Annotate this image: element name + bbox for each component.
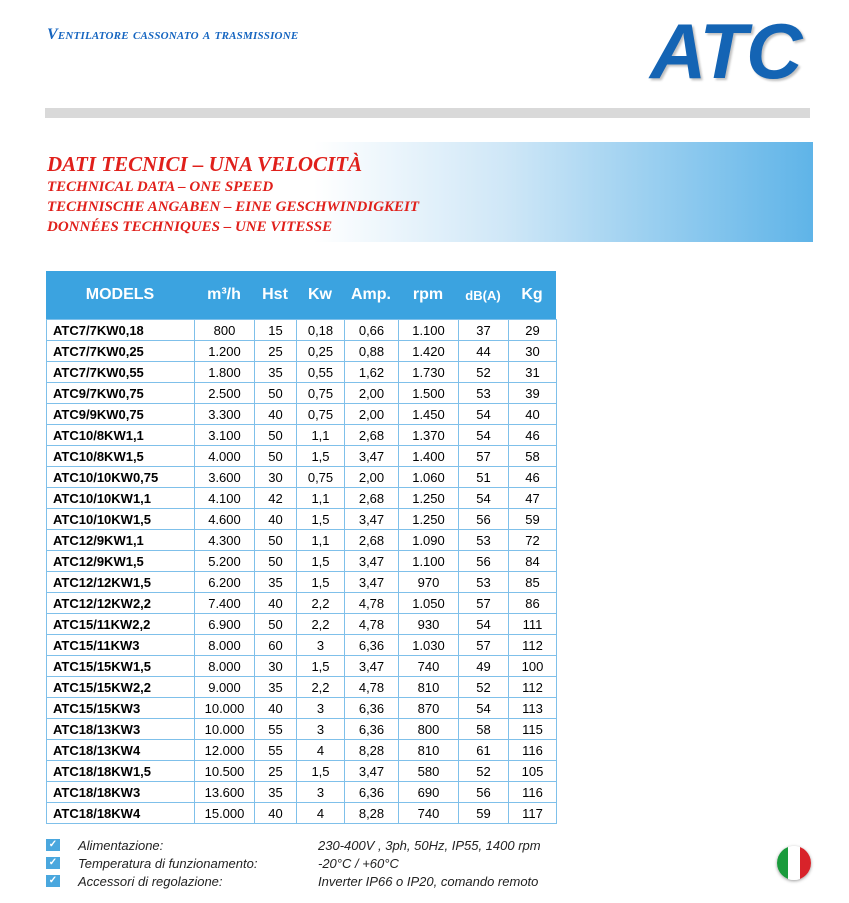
spec-value: -20°C / +60°C: [318, 855, 399, 871]
check-icon: ✓: [46, 839, 60, 851]
model-name-cell: ATC15/15KW1,5: [47, 656, 195, 677]
table-cell: 50: [255, 530, 297, 551]
table-row: [47, 362, 557, 383]
table-cell: 55: [255, 740, 297, 761]
table-cell: 15.000: [195, 803, 255, 824]
table-cell: 100: [509, 656, 557, 677]
table-cell: 0,66: [345, 320, 399, 341]
table-cell: 1.090: [399, 530, 459, 551]
table-cell: 25: [255, 341, 297, 362]
table-cell: 54: [459, 614, 509, 635]
header-models: MODELS: [85, 286, 155, 303]
table-cell: 52: [459, 677, 509, 698]
table-cell: 2,00: [345, 467, 399, 488]
table-cell: 1.250: [399, 488, 459, 509]
table-cell: 3.100: [195, 425, 255, 446]
table-cell: 35: [255, 782, 297, 803]
model-name-cell: ATC7/7KW0,25: [47, 341, 195, 362]
table-cell: 35: [255, 362, 297, 383]
table-row: [47, 740, 557, 761]
table-cell: 46: [509, 425, 557, 446]
table-row: [47, 404, 557, 425]
table-cell: 49: [459, 656, 509, 677]
model-name-cell: ATC12/12KW1,5: [47, 572, 195, 593]
table-cell: 53: [459, 383, 509, 404]
table-cell: 1,5: [297, 656, 345, 677]
table-cell: 2,00: [345, 404, 399, 425]
spec-label: Accessori di regolazione:: [78, 873, 223, 889]
table-cell: 6,36: [345, 698, 399, 719]
spec-value: Inverter IP66 o IP20, comando remoto: [318, 873, 539, 889]
table-cell: 800: [195, 320, 255, 341]
table-cell: 690: [399, 782, 459, 803]
table-cell: 40: [255, 698, 297, 719]
table-cell: 10.000: [195, 719, 255, 740]
table-cell: 40: [255, 509, 297, 530]
table-cell: 0,88: [345, 341, 399, 362]
table-cell: 0,75: [297, 467, 345, 488]
table-cell: 3.600: [195, 467, 255, 488]
header-dba: dB(A): [465, 287, 501, 303]
table-cell: 50: [255, 614, 297, 635]
table-cell: 113: [509, 698, 557, 719]
table-row: [47, 572, 557, 593]
italian-flag-icon: [777, 846, 811, 880]
header-hst: Hst: [262, 286, 288, 303]
table-cell: 2,68: [345, 488, 399, 509]
model-name-cell: ATC10/8KW1,5: [47, 446, 195, 467]
table-cell: 2,2: [297, 614, 345, 635]
flag-stripe-green: [777, 846, 788, 880]
table-cell: 40: [255, 404, 297, 425]
table-row: [47, 761, 557, 782]
table-cell: 3,47: [345, 572, 399, 593]
table-cell: 39: [509, 383, 557, 404]
model-name-cell: ATC15/15KW3: [47, 698, 195, 719]
model-name-cell: ATC12/9KW1,1: [47, 530, 195, 551]
table-cell: 3: [297, 782, 345, 803]
table-row: [47, 551, 557, 572]
table-cell: 4: [297, 740, 345, 761]
table-cell: 1.030: [399, 635, 459, 656]
table-cell: 57: [459, 635, 509, 656]
model-name-cell: ATC15/15KW2,2: [47, 677, 195, 698]
product-subtitle: Ventilatore cassonato a trasmissione: [47, 26, 299, 43]
table-cell: 59: [459, 803, 509, 824]
table-cell: 0,25: [297, 341, 345, 362]
table-cell: 5.200: [195, 551, 255, 572]
table-cell: 85: [509, 572, 557, 593]
table-cell: 4,78: [345, 593, 399, 614]
table-row: [47, 383, 557, 404]
model-name-cell: ATC10/10KW0,75: [47, 467, 195, 488]
header-amp: Amp.: [351, 286, 391, 303]
table-cell: 2,68: [345, 530, 399, 551]
table-cell: 1.800: [195, 362, 255, 383]
table-cell: 117: [509, 803, 557, 824]
table-cell: 1.050: [399, 593, 459, 614]
table-cell: 1,1: [297, 425, 345, 446]
table-row: [47, 656, 557, 677]
table-cell: 10.000: [195, 698, 255, 719]
table-cell: 84: [509, 551, 557, 572]
table-cell: 3,47: [345, 446, 399, 467]
table-cell: 115: [509, 719, 557, 740]
table-cell: 52: [459, 362, 509, 383]
table-cell: 56: [459, 509, 509, 530]
table-row: [47, 341, 557, 362]
model-name-cell: ATC18/18KW3: [47, 782, 195, 803]
table-cell: 1,5: [297, 509, 345, 530]
model-name-cell: ATC7/7KW0,18: [47, 320, 195, 341]
table-cell: 50: [255, 383, 297, 404]
table-cell: 2,2: [297, 677, 345, 698]
table-cell: 57: [459, 446, 509, 467]
table-cell: 1.730: [399, 362, 459, 383]
table-row: [47, 509, 557, 530]
table-cell: 1,1: [297, 530, 345, 551]
table-cell: 12.000: [195, 740, 255, 761]
spec-row: [46, 872, 541, 890]
model-name-cell: ATC10/10KW1,1: [47, 488, 195, 509]
table-cell: 40: [255, 593, 297, 614]
table-cell: 740: [399, 656, 459, 677]
table-cell: 31: [509, 362, 557, 383]
table-cell: 800: [399, 719, 459, 740]
table-cell: 2,68: [345, 425, 399, 446]
table-cell: 53: [459, 530, 509, 551]
table-cell: 3: [297, 698, 345, 719]
table-cell: 3.300: [195, 404, 255, 425]
banner-title-de: TECHNISCHE ANGABEN – EINE GESCHWINDIGKEIT: [47, 199, 420, 215]
banner-title-fr: DONNÉES TECHNIQUES – UNE VITESSE: [47, 219, 333, 235]
table-row: [47, 614, 557, 635]
brand-logo: ATC: [650, 7, 802, 95]
model-name-cell: ATC10/10KW1,5: [47, 509, 195, 530]
table-cell: 56: [459, 782, 509, 803]
table-cell: 61: [459, 740, 509, 761]
table-cell: 6,36: [345, 782, 399, 803]
table-row: [47, 719, 557, 740]
table-cell: 1.500: [399, 383, 459, 404]
table-cell: 56: [459, 551, 509, 572]
table-cell: 59: [509, 509, 557, 530]
table-row: [47, 803, 557, 824]
table-cell: 1,62: [345, 362, 399, 383]
table-cell: 53: [459, 572, 509, 593]
table-cell: 1.200: [195, 341, 255, 362]
table-cell: 8.000: [195, 656, 255, 677]
table-row: [47, 467, 557, 488]
title-banner: [45, 142, 813, 242]
header-kg: Kg: [521, 286, 543, 303]
table-cell: 40: [255, 803, 297, 824]
table-cell: 1.060: [399, 467, 459, 488]
header-rpm: rpm: [412, 286, 444, 303]
model-name-cell: ATC18/18KW4: [47, 803, 195, 824]
table-cell: 50: [255, 425, 297, 446]
table-cell: 3,47: [345, 656, 399, 677]
table-cell: 4,78: [345, 614, 399, 635]
table-cell: 930: [399, 614, 459, 635]
table-cell: 3,47: [345, 509, 399, 530]
table-row: [47, 446, 557, 467]
table-cell: 29: [509, 320, 557, 341]
table-cell: 1,1: [297, 488, 345, 509]
table-cell: 810: [399, 677, 459, 698]
table-cell: 870: [399, 698, 459, 719]
table-cell: 58: [509, 446, 557, 467]
table-cell: 8,28: [345, 803, 399, 824]
table-cell: 6.900: [195, 614, 255, 635]
table-cell: 52: [459, 761, 509, 782]
table-cell: 4.300: [195, 530, 255, 551]
table-cell: 1.450: [399, 404, 459, 425]
table-cell: 0,75: [297, 404, 345, 425]
table-cell: 740: [399, 803, 459, 824]
check-icon: ✓: [46, 857, 60, 869]
table-cell: 810: [399, 740, 459, 761]
table-cell: 30: [255, 467, 297, 488]
table-cell: 1,5: [297, 761, 345, 782]
table-cell: 54: [459, 698, 509, 719]
table-cell: 30: [509, 341, 557, 362]
table-cell: 4.600: [195, 509, 255, 530]
table-cell: 580: [399, 761, 459, 782]
table-cell: 10.500: [195, 761, 255, 782]
spec-label: Temperatura di funzionamento:: [78, 855, 258, 871]
table-row: [47, 530, 557, 551]
table-row: [47, 677, 557, 698]
table-cell: 1,5: [297, 446, 345, 467]
table-cell: 13.600: [195, 782, 255, 803]
flag-stripe-white: [788, 846, 799, 880]
model-name-cell: ATC18/13KW4: [47, 740, 195, 761]
model-name-cell: ATC7/7KW0,55: [47, 362, 195, 383]
model-name-cell: ATC18/13KW3: [47, 719, 195, 740]
table-row: [47, 488, 557, 509]
table-cell: 2,2: [297, 593, 345, 614]
table-cell: 72: [509, 530, 557, 551]
table-cell: 6,36: [345, 719, 399, 740]
table-row: [47, 320, 557, 341]
table-cell: 105: [509, 761, 557, 782]
table-cell: 1.100: [399, 551, 459, 572]
model-name-cell: ATC9/9KW0,75: [47, 404, 195, 425]
table-cell: 86: [509, 593, 557, 614]
table-cell: 47: [509, 488, 557, 509]
spec-row: [46, 854, 541, 872]
table-cell: 8.000: [195, 635, 255, 656]
table-cell: 50: [255, 551, 297, 572]
table-cell: 40: [509, 404, 557, 425]
table-cell: 112: [509, 635, 557, 656]
model-name-cell: ATC18/18KW1,5: [47, 761, 195, 782]
banner-title-en: TECHNICAL DATA – ONE SPEED: [47, 179, 274, 195]
table-cell: 51: [459, 467, 509, 488]
table-cell: 6,36: [345, 635, 399, 656]
divider: [45, 108, 810, 118]
model-name-cell: ATC12/12KW2,2: [47, 593, 195, 614]
table-cell: 58: [459, 719, 509, 740]
table-cell: 35: [255, 572, 297, 593]
table-row: [47, 635, 557, 656]
table-header: [46, 271, 556, 319]
table-cell: 116: [509, 782, 557, 803]
spec-value: 230-400V , 3ph, 50Hz, IP55, 1400 rpm: [318, 837, 541, 853]
table-cell: 1.100: [399, 320, 459, 341]
header-kw: Kw: [308, 286, 332, 303]
table-cell: 116: [509, 740, 557, 761]
banner-title-it: DATI TECNICI – UNA VELOCITÀ: [47, 152, 363, 176]
table-cell: 37: [459, 320, 509, 341]
table-cell: 1.250: [399, 509, 459, 530]
model-name-cell: ATC15/11KW2,2: [47, 614, 195, 635]
table-cell: 111: [509, 614, 557, 635]
table-row: [47, 593, 557, 614]
table-cell: 54: [459, 425, 509, 446]
table-cell: 30: [255, 656, 297, 677]
table-cell: 0,18: [297, 320, 345, 341]
table-cell: 1,5: [297, 572, 345, 593]
table-cell: 35: [255, 677, 297, 698]
table-row: [47, 698, 557, 719]
spec-label: Alimentazione:: [78, 837, 164, 853]
table-cell: 15: [255, 320, 297, 341]
model-name-cell: ATC10/8KW1,1: [47, 425, 195, 446]
table-cell: 9.000: [195, 677, 255, 698]
table-cell: 4: [297, 803, 345, 824]
table-cell: 970: [399, 572, 459, 593]
table-cell: 4,78: [345, 677, 399, 698]
table-cell: 44: [459, 341, 509, 362]
header-airflow: m³/h: [207, 286, 241, 303]
table-cell: 3,47: [345, 551, 399, 572]
table-cell: 4.100: [195, 488, 255, 509]
table-cell: 0,55: [297, 362, 345, 383]
table-cell: 8,28: [345, 740, 399, 761]
table-cell: 25: [255, 761, 297, 782]
table-cell: 3: [297, 635, 345, 656]
table-cell: 3: [297, 719, 345, 740]
table-cell: 42: [255, 488, 297, 509]
table-cell: 50: [255, 446, 297, 467]
table-cell: 6.200: [195, 572, 255, 593]
table-row: [47, 425, 557, 446]
table-cell: 1,5: [297, 551, 345, 572]
table-cell: 1.370: [399, 425, 459, 446]
model-name-cell: ATC15/11KW3: [47, 635, 195, 656]
table-cell: 3,47: [345, 761, 399, 782]
table-cell: 7.400: [195, 593, 255, 614]
table-row: [47, 782, 557, 803]
table-cell: 54: [459, 488, 509, 509]
table-cell: 54: [459, 404, 509, 425]
table-cell: 4.000: [195, 446, 255, 467]
check-icon: ✓: [46, 875, 60, 887]
table-cell: 46: [509, 467, 557, 488]
table-cell: 55: [255, 719, 297, 740]
table-cell: 112: [509, 677, 557, 698]
model-name-cell: ATC9/7KW0,75: [47, 383, 195, 404]
table-cell: 57: [459, 593, 509, 614]
table-cell: 0,75: [297, 383, 345, 404]
table-cell: 2.500: [195, 383, 255, 404]
table-cell: 1.400: [399, 446, 459, 467]
flag-stripe-red: [800, 846, 811, 880]
model-name-cell: ATC12/9KW1,5: [47, 551, 195, 572]
table-cell: 60: [255, 635, 297, 656]
specs-list: [46, 836, 541, 890]
technical-data-table: [46, 271, 556, 824]
table-cell: 1.420: [399, 341, 459, 362]
table-body: [46, 319, 557, 824]
table-cell: 2,00: [345, 383, 399, 404]
spec-row: [46, 836, 541, 854]
